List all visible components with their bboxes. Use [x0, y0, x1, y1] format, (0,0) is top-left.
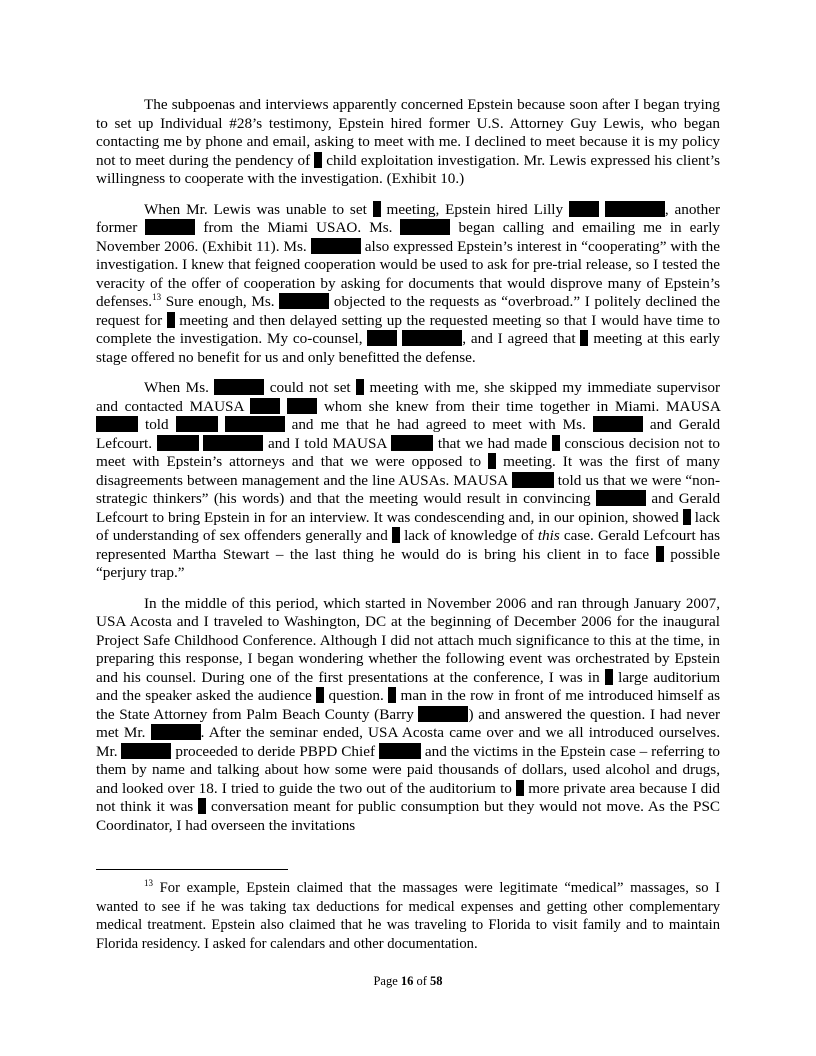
redaction-box	[145, 219, 195, 235]
text-span: When Mr. Lewis was unable to set	[144, 200, 367, 218]
text-span: could not set	[269, 379, 351, 396]
redaction-box	[176, 416, 218, 432]
redaction-box	[157, 435, 199, 451]
redaction-box	[605, 201, 665, 217]
text-span: and Gerald Lefcourt.	[96, 416, 721, 452]
text-span: lack of knowledge of	[404, 527, 534, 544]
redaction-box	[402, 330, 462, 346]
redaction-box	[552, 435, 560, 451]
redaction-box	[580, 330, 588, 346]
text-span: proceeded to deride PBPD Chief	[175, 742, 376, 760]
text-span: large auditorium and the speaker asked the audience	[96, 668, 721, 704]
text-span: more private area because I did not think it was	[96, 779, 721, 815]
redaction-box	[373, 201, 381, 217]
text-span: meeting, Epstein hired Lilly	[386, 200, 564, 218]
text-span: meeting. It was the first of many disagreements between management and the line AUSAs. MAUSA	[96, 453, 720, 489]
redaction-box	[314, 152, 322, 168]
text-span: began calling and emailing me in early November 2006. (Exhibit 11). Ms.	[96, 219, 721, 255]
redaction-box	[683, 509, 691, 525]
redaction-box	[388, 687, 396, 703]
text-span: In the middle of this period, which started in November 2006 and ran through January 2007, USA Acosta and I traveled to Washington, DC at the beginning of December 2006 for the inaugural Project Safe Childhood Conference. Although I did not attach much significance to this at the time, in preparing this response, I began wondering whether the following event was orchestrated by Epstein and his counsel. During one of the first presentations at the conference, I was in	[96, 594, 720, 686]
text-span: meeting and then delayed setting up the requested meeting so that I would have time to complete the investigation. My co-counsel,	[96, 311, 720, 347]
total-pages: 58	[430, 974, 443, 988]
redaction-box	[151, 724, 201, 740]
text-span: and Gerald Lefcourt to bring Epstein in for an interview. It was condescending and, in our opinion, showed	[96, 490, 721, 526]
redaction-box	[198, 798, 206, 814]
redaction-box	[279, 293, 329, 309]
footnote-separator	[96, 869, 288, 870]
text-span: that we had made	[437, 434, 548, 452]
text-span: Sure enough, Ms.	[165, 293, 275, 310]
text-span: , and I agreed that	[462, 330, 576, 347]
redaction-box	[250, 398, 280, 414]
text-span: and the victims in the Epstein case – referring to them by name and talking about how some were paid thousands of dollars, used alcohol and drugs, and looked over 18. I tried to guide the two out of the auditorium to	[96, 742, 721, 797]
redaction-box	[418, 706, 468, 722]
text-span: child exploitation investigation. Mr. Lewis expressed his client’s willingness to cooperate with the investigation. (Exhibit 10.)	[96, 151, 720, 187]
of-label: of	[416, 974, 427, 988]
redaction-box	[516, 780, 524, 796]
redaction-box	[214, 379, 264, 395]
redaction-box	[605, 669, 613, 685]
emphasis-text: this	[537, 527, 560, 544]
redaction-box	[400, 219, 450, 235]
text-span: man in the row in front of me introduced himself as the State Attorney from Palm Beach County (Barry	[96, 687, 721, 723]
paragraph-psc-conference	[96, 595, 720, 836]
footnote-text: For example, Epstein claimed that the massages were legitimate “medical” massages, so I wanted to see if he was taking tax deductions for medical expenses and getting other complementary medical treatment. Epstein also claimed that he was traveling to Florida to visit family and to maintain Florida residency. I asked for calendars and other documentation.	[96, 880, 720, 952]
redaction-box	[391, 435, 433, 451]
text-span: also expressed Epstein’s interest in “cooperating” with the investigation. I knew that feigned cooperation would be used to ask for pre-trial release, so I tested the veracity of the offer of cooperation by asking for documents that would disprove many of Epstein’s defenses.	[96, 237, 720, 310]
footnote-number: 13	[144, 878, 153, 889]
page-footer	[0, 974, 816, 989]
text-span: objected to the requests as “overbroad.” I politely declined the request for	[96, 293, 721, 329]
text-span: told	[144, 416, 169, 433]
redaction-box	[379, 743, 421, 759]
redaction-box	[287, 398, 317, 414]
text-span: , another former	[96, 200, 721, 236]
text-span: possible “perjury trap.”	[96, 545, 721, 581]
redaction-box	[569, 201, 599, 217]
text-span: case. Gerald Lefcourt has represented Martha Stewart – the last thing he would do is bring his client in to face	[96, 527, 721, 563]
text-span: from the Miami USAO. Ms.	[203, 219, 393, 236]
redaction-box	[167, 312, 175, 328]
redaction-box	[203, 435, 263, 451]
redaction-box	[121, 743, 171, 759]
redaction-box	[311, 238, 361, 254]
paragraph-lewis-unable	[96, 201, 720, 368]
text-span: meeting with me, she skipped my immediate supervisor and contacted MAUSA	[96, 379, 721, 415]
redaction-box	[367, 330, 397, 346]
text-span: and I told MAUSA	[268, 434, 387, 452]
page-label: Page	[373, 974, 398, 988]
text-span: conscious decision not to meet with Epstein’s attorneys and that we were opposed to	[96, 434, 721, 470]
text-span: ) and answered the question. I had never met Mr.	[96, 705, 720, 741]
redaction-box	[596, 490, 646, 506]
text-span: meeting at this early stage offered no benefit for us and only benefitted the defense.	[96, 330, 721, 366]
redaction-box	[392, 527, 400, 543]
redaction-box	[488, 453, 496, 469]
text-span: conversation meant for public consumption but they would not move. As the PSC Coordinator, I had overseen the invitations	[96, 798, 721, 834]
text-span: and me that he had agreed to meet with Ms.	[291, 416, 586, 433]
text-span: whom she knew from their time together in Miami. MAUSA	[323, 397, 721, 415]
text-span: lack of understanding of sex offenders generally and	[96, 508, 721, 544]
text-span: told us that we were “non-strategic thinkers” (his words) and that the meeting would result in convincing	[96, 471, 721, 507]
redaction-box	[316, 687, 324, 703]
text-span: . After the seminar ended, USA Acosta came over and we all introduced ourselves. Mr.	[96, 724, 721, 760]
redaction-box	[356, 379, 364, 395]
text-span: The subpoenas and interviews apparently concerned Epstein because soon after I began trying to set up Individual #28’s testimony, Epstein hired former U.S. Attorney Guy Lewis, who began contacting me by phone and email, asking to meet with me. I declined to meet because it is my policy not to meet during the pendency of	[96, 96, 720, 169]
text-span: When Ms.	[144, 379, 209, 396]
paragraph-ms-could-not-set	[96, 379, 720, 583]
redaction-box	[593, 416, 643, 432]
document-body	[96, 96, 720, 847]
redaction-box	[512, 472, 554, 488]
redaction-box	[656, 546, 664, 562]
paragraph-subpoenas	[96, 96, 720, 189]
text-span: question.	[328, 687, 384, 704]
footnote-reference: 13	[152, 291, 162, 302]
footnote	[96, 879, 720, 953]
page-number: 16	[400, 974, 414, 988]
redaction-box	[225, 416, 285, 432]
redaction-box	[96, 416, 138, 432]
